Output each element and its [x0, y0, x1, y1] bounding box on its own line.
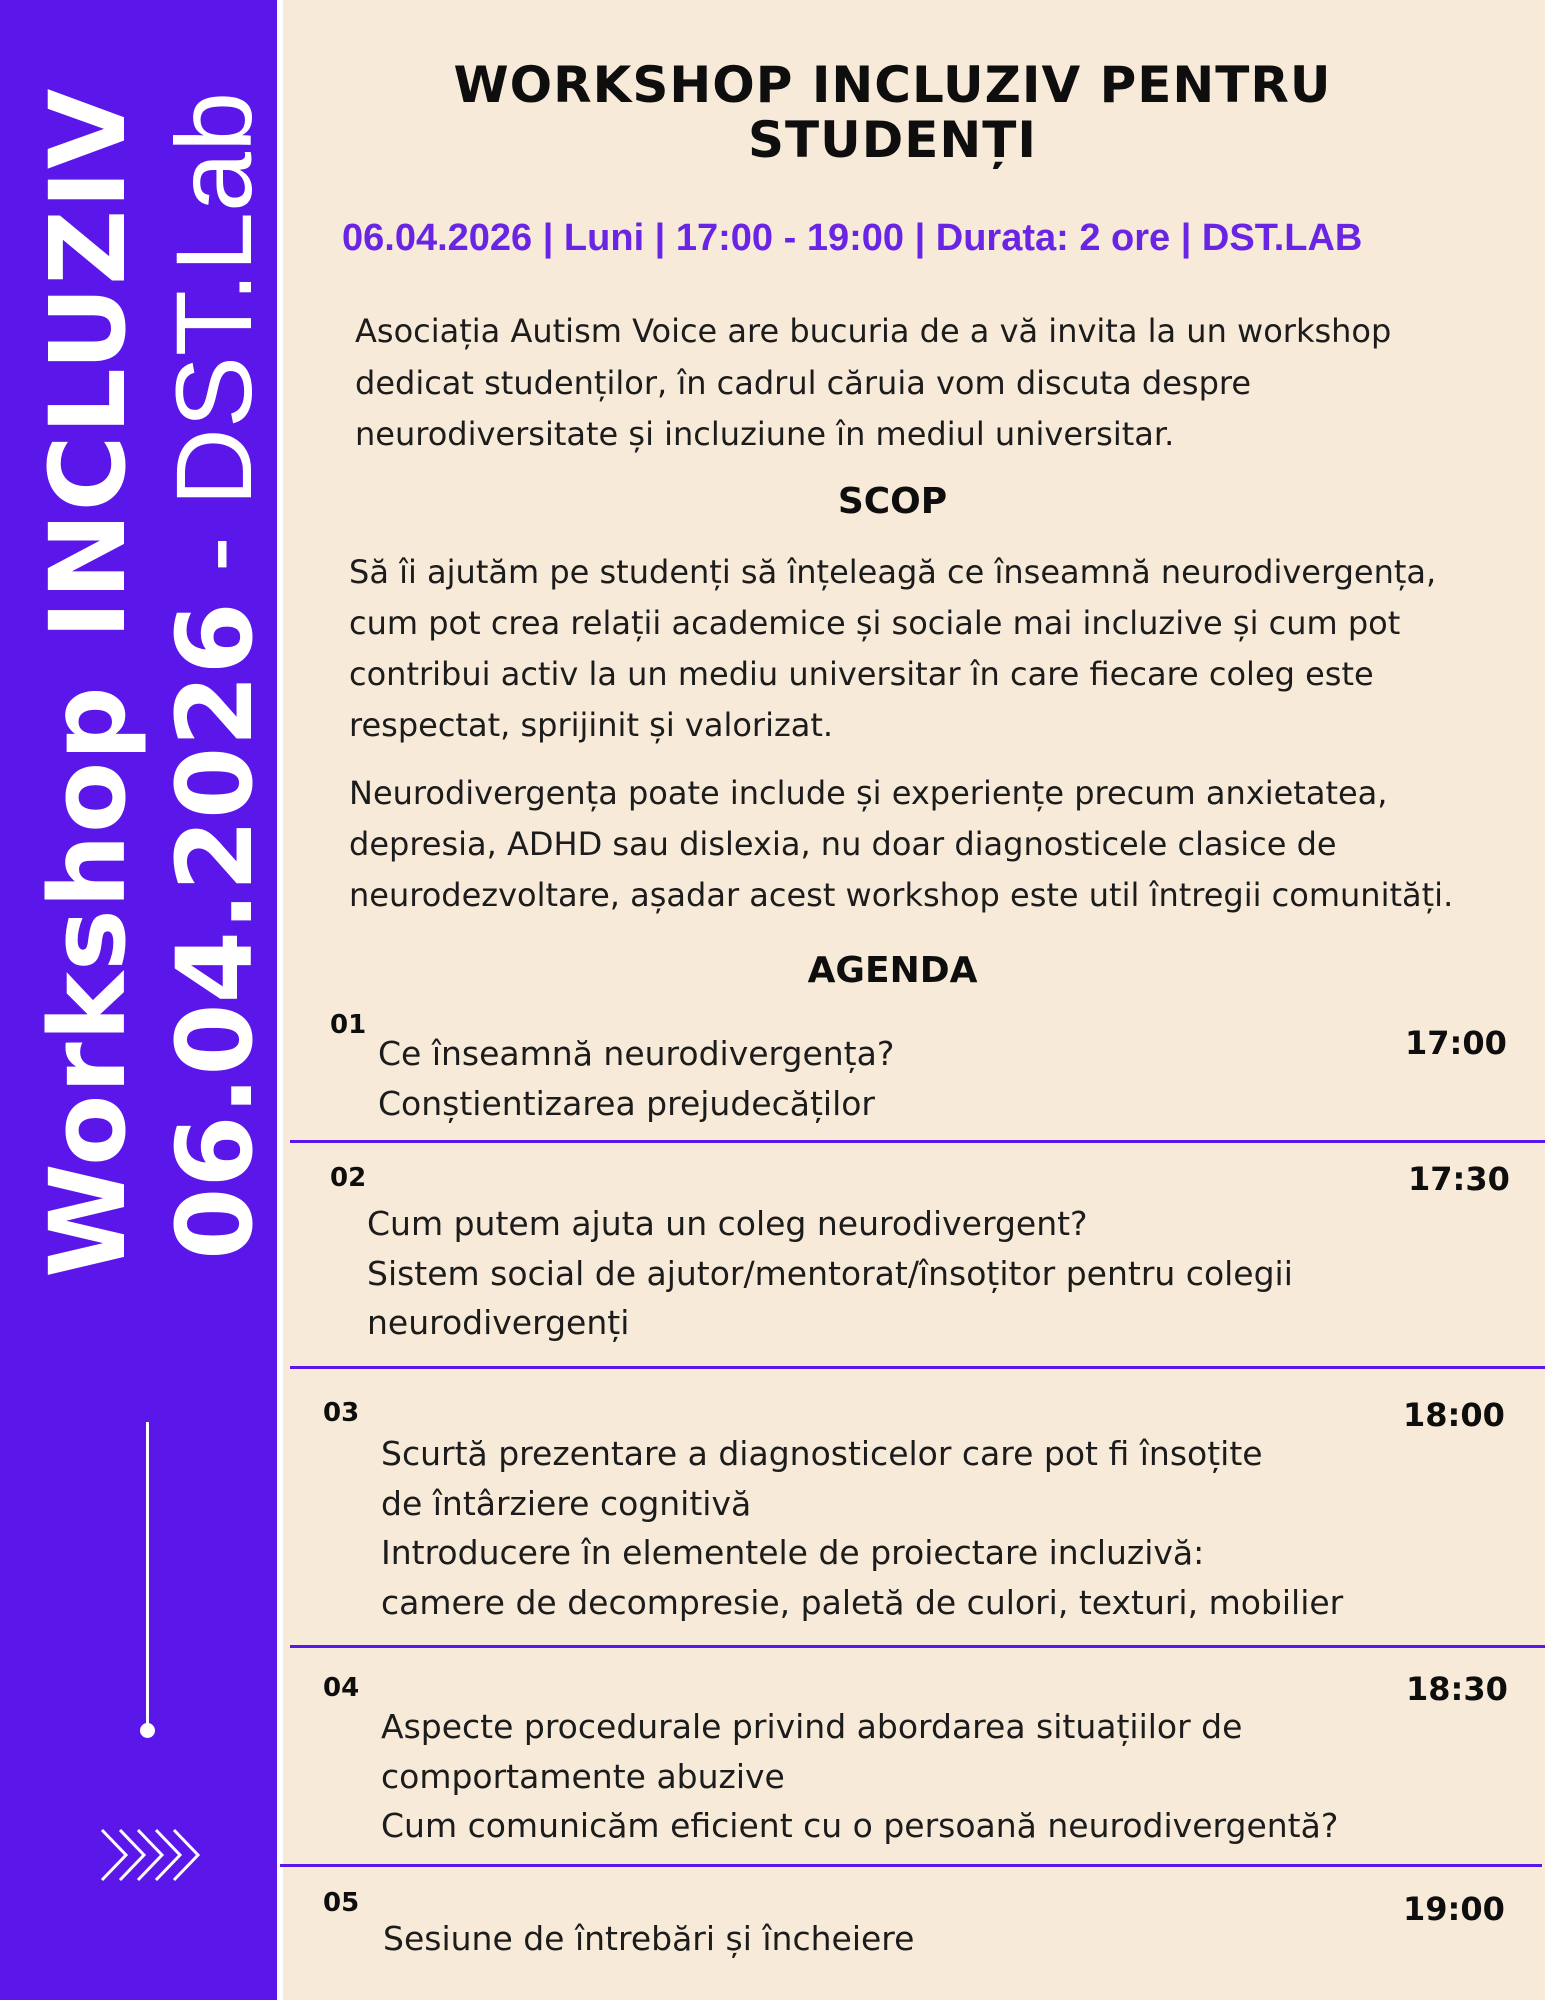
- scope-heading: SCOP: [837, 481, 948, 522]
- sidebar-title-word1: Workshop: [27, 685, 149, 1278]
- agenda-item-line: comportamente abuzive: [381, 1756, 785, 1796]
- agenda-item-time: 19:00: [1403, 1890, 1505, 1928]
- intro-line: dedicat studenților, în cadrul căruia vom discuta despre: [355, 363, 1252, 402]
- agenda-item-line: Cum comunicăm eficient cu o persoană neurodivergentă?: [381, 1806, 1339, 1845]
- agenda-item-text: [367, 1199, 1293, 1348]
- scope-line: cum pot crea relații academice și sociale mai incluzive și cum pot: [349, 604, 1401, 642]
- agenda-item-time: 17:30: [1408, 1160, 1510, 1198]
- sidebar-vertical-date: [153, 91, 276, 1260]
- agenda-item-line: Aspecte procedurale privind abordarea situațiilor de: [381, 1707, 1243, 1746]
- agenda-item-line: Conștientizarea prejudecăților: [378, 1083, 875, 1123]
- agenda-divider: [290, 1366, 1545, 1369]
- page-title-line2: STUDENȚI: [748, 111, 1037, 169]
- agenda-item-time: 17:00: [1405, 1024, 1507, 1062]
- sidebar-decorative-line: [146, 1422, 149, 1730]
- agenda-item-line: Scurtă prezentare a diagnosticelor care pot fi însoțite: [381, 1434, 1263, 1473]
- agenda-divider: [280, 1864, 1542, 1867]
- sidebar-title-word2: INCLUZIV: [27, 87, 149, 640]
- agenda-item-line: neurodivergenți: [367, 1303, 630, 1342]
- agenda-item-time: 18:30: [1406, 1670, 1508, 1708]
- agenda-divider: [290, 1140, 1545, 1143]
- agenda-item-number: 04: [323, 1673, 360, 1703]
- agenda-item-text: [383, 1914, 914, 1964]
- scope-line: neurodezvoltare, așadar acest workshop este util întregii comunități.: [349, 876, 1454, 914]
- agenda-item-text: [381, 1702, 1338, 1851]
- agenda-divider: [290, 1645, 1545, 1648]
- sidebar-date: 06.04.2026: [154, 602, 276, 1260]
- sidebar-decorative-dot: [140, 1723, 155, 1738]
- agenda-item-number: 02: [330, 1163, 367, 1193]
- agenda-item-line: Ce înseamnă neurodivergența?: [378, 1034, 895, 1073]
- page-title: [360, 58, 1425, 168]
- agenda-item-number: 05: [323, 1888, 360, 1918]
- scope-paragraph-1: [349, 547, 1529, 751]
- scope-line: Să îi ajutăm pe studenți să înțeleagă ce înseamnă neurodivergența,: [349, 553, 1437, 591]
- chevrons-right-icon: [98, 1828, 204, 1882]
- agenda-item-line: Cum putem ajuta un coleg neurodivergent?: [367, 1204, 1088, 1243]
- agenda-item-number: 01: [330, 1010, 367, 1040]
- agenda-item-line: Sistem social de ajutor/mentorat/însoțitor pentru colegii: [367, 1253, 1293, 1293]
- agenda-item-line: camere de decompresie, paletă de culori, texturi, mobilier: [381, 1582, 1344, 1622]
- agenda-item-text: [378, 1029, 894, 1128]
- agenda-item-time: 18:00: [1403, 1396, 1505, 1434]
- scope-paragraph-2: [349, 768, 1529, 921]
- page-title-line1: WORKSHOP INCLUZIV PENTRU: [453, 56, 1332, 114]
- sidebar-lab: DST.Lab: [153, 91, 274, 507]
- scope-line: depresia, ADHD sau dislexia, nu doar diagnosticele clasice de: [349, 825, 1337, 863]
- intro-line: neurodiversitate și incluziune în mediul universitar.: [355, 415, 1175, 453]
- scope-line: Neurodivergența poate include și experiențe precum anxietatea,: [349, 774, 1388, 812]
- agenda-item-line: Sesiune de întrebări și încheiere: [383, 1919, 915, 1958]
- scope-line: contribui activ la un mediu universitar în care fiecare coleg este: [349, 655, 1374, 693]
- sidebar-vertical-title: [27, 87, 149, 1278]
- intro-line: Asociația Autism Voice are bucuria de a vă invita la un workshop: [355, 312, 1392, 350]
- agenda-item-number: 03: [323, 1398, 360, 1428]
- agenda-heading: AGENDA: [807, 950, 978, 991]
- sidebar-edge: [277, 0, 283, 2000]
- scope-line: respectat, sprijinit și valorizat.: [349, 706, 834, 744]
- intro-paragraph: [355, 306, 1485, 461]
- agenda-item-line: de întârziere cognitivă: [381, 1483, 752, 1523]
- agenda-item-text: [381, 1429, 1343, 1627]
- agenda-item-line: Introducere în elementele de proiectare incluzivă:: [381, 1533, 1205, 1572]
- sidebar-separator: -: [153, 506, 274, 603]
- event-info-line: 06.04.2026 | Luni | 17:00 - 19:00 | Durata: 2 ore | DST.LAB: [342, 217, 1363, 259]
